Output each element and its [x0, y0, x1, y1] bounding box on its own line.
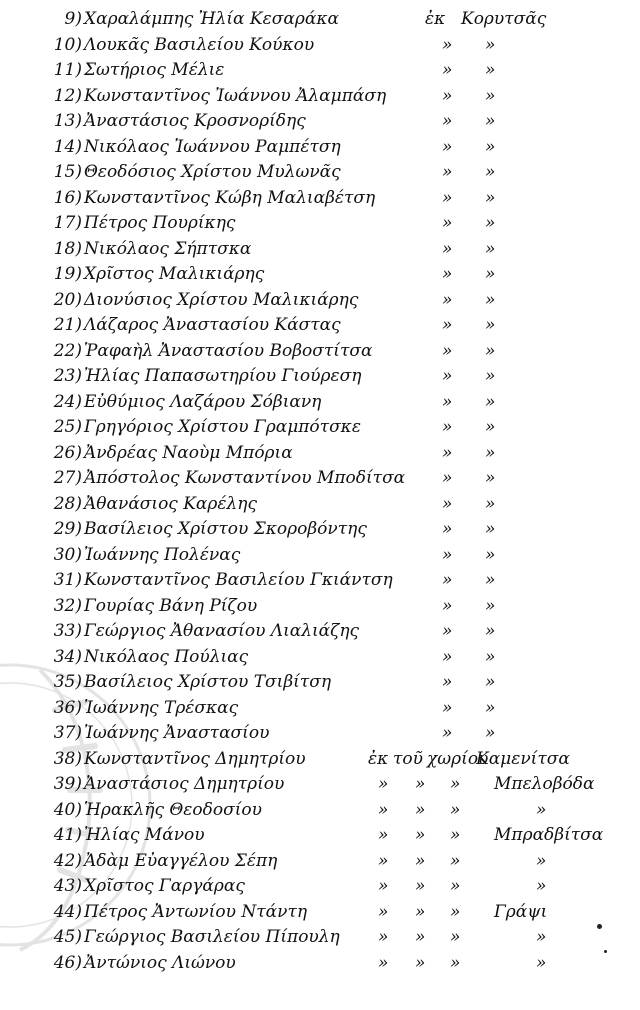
list-item — [0, 211, 640, 237]
ditto-mark: » — [442, 136, 453, 157]
entry-number: 12) — [53, 85, 82, 106]
list-item — [0, 237, 640, 263]
ditto-mark: » — [415, 850, 426, 871]
ditto-mark: » — [442, 366, 453, 386]
ditto-mark: » — [450, 901, 461, 922]
entry-number: 38) — [53, 748, 82, 769]
entry-number: 9) — [64, 9, 82, 29]
ditto-mark: » — [442, 417, 453, 437]
entry-number: 17) — [53, 213, 82, 233]
entry-name: Ἀπόστολος Κωνσταντίνου Μποδίτσα — [84, 468, 406, 488]
list-item — [0, 492, 640, 518]
name-list — [0, 7, 640, 976]
list-item — [0, 364, 640, 390]
entry-name: Λουκᾶς Βασιλείου Κούκου — [84, 34, 315, 55]
list-item — [0, 313, 640, 339]
entry-name: Χρῖστος Μαλικιάρης — [84, 264, 265, 284]
origin-prefix: ἐκ — [368, 748, 389, 769]
entry-name: Λάζαρος Ἀναστασίου Κάστας — [84, 315, 341, 335]
ditto-mark: » — [485, 646, 496, 667]
list-item — [0, 849, 640, 875]
ditto-mark: » — [485, 391, 496, 412]
list-item — [0, 441, 640, 467]
ditto-mark: » — [450, 927, 461, 947]
ditto-mark: » — [485, 366, 496, 386]
entry-place: » — [536, 850, 547, 871]
ditto-mark: » — [485, 187, 496, 208]
ditto-mark: » — [485, 417, 496, 437]
ditto-mark: » — [442, 544, 453, 565]
ditto-mark: » — [485, 264, 496, 284]
entry-number: 37) — [53, 723, 82, 743]
ditto-mark: » — [485, 570, 496, 590]
ditto-mark: » — [485, 289, 496, 310]
list-item — [0, 951, 640, 977]
ditto-mark: » — [450, 850, 461, 871]
list-item — [0, 339, 640, 365]
entry-name: Ἰωάννης Τρέσκας — [84, 697, 239, 718]
ditto-mark: » — [442, 621, 453, 641]
ditto-mark: » — [485, 162, 496, 182]
ditto-mark: » — [442, 238, 453, 259]
list-item — [0, 186, 640, 212]
entry-number: 43) — [53, 876, 82, 896]
ditto-mark: » — [415, 952, 426, 973]
entry-place: Μπελοβόδα — [494, 774, 595, 794]
ditto-mark: » — [485, 111, 496, 131]
ditto-mark: » — [442, 672, 453, 692]
entry-number: 19) — [53, 264, 82, 284]
entry-number: 33) — [53, 621, 82, 641]
entry-number: 10) — [53, 34, 82, 55]
entry-number: 16) — [53, 187, 82, 208]
entry-name: Ἠλίας Παπασωτηρίου Γιούρεση — [84, 366, 362, 386]
list-item — [0, 874, 640, 900]
list-item — [0, 747, 640, 773]
ditto-mark: » — [442, 264, 453, 284]
list-item — [0, 823, 640, 849]
ditto-mark: » — [485, 136, 496, 157]
list-item — [0, 900, 640, 926]
list-item — [0, 415, 640, 441]
entry-number: 39) — [53, 774, 82, 794]
ditto-mark: » — [450, 952, 461, 973]
list-item — [0, 594, 640, 620]
ditto-mark: » — [442, 162, 453, 182]
origin-prefix: ἐκ — [425, 9, 446, 29]
ditto-mark: » — [485, 723, 496, 743]
ditto-mark: » — [415, 901, 426, 922]
entry-name: Ἀδὰμ Εὐαγγέλου Σέπη — [84, 850, 278, 871]
entry-place: Γράψι — [494, 901, 548, 922]
ditto-mark: » — [485, 238, 496, 259]
ditto-mark: » — [442, 289, 453, 310]
ditto-mark: » — [485, 697, 496, 718]
entry-name: Ἀθανάσιος Καρέλης — [84, 493, 258, 514]
ditto-mark: » — [442, 34, 453, 55]
entry-number: 29) — [53, 519, 82, 539]
entry-name: Πέτρος Πουρίκης — [84, 213, 236, 233]
entry-name: Διονύσιος Χρίστου Μαλικιάρης — [84, 289, 359, 310]
ditto-mark: » — [442, 570, 453, 590]
list-item — [0, 696, 640, 722]
list-item — [0, 772, 640, 798]
ditto-mark: » — [442, 493, 453, 514]
entry-name: Γεώργιος Ἀθανασίου Λιαλιάζης — [84, 621, 360, 641]
origin-village: Καμενίτσα — [476, 748, 570, 769]
entry-number: 42) — [53, 850, 82, 871]
ditto-mark: » — [485, 595, 496, 616]
entry-number: 15) — [53, 162, 82, 182]
entry-number: 31) — [53, 570, 82, 590]
entry-number: 21) — [53, 315, 82, 335]
ditto-mark: » — [378, 825, 389, 845]
entry-name: Εὐθύμιος Λαζάρου Σόβιανη — [84, 391, 322, 412]
entry-number: 22) — [53, 340, 82, 361]
list-item — [0, 517, 640, 543]
ink-speck — [597, 924, 602, 929]
entry-name: Νικόλαος Ἰωάννου Ραμπέτση — [84, 136, 341, 157]
list-item — [0, 670, 640, 696]
entry-number: 40) — [53, 799, 82, 820]
entry-place: » — [536, 927, 547, 947]
list-item — [0, 58, 640, 84]
list-item — [0, 7, 640, 33]
list-item — [0, 109, 640, 135]
entry-place: » — [536, 799, 547, 820]
entry-number: 35) — [53, 672, 82, 692]
ditto-mark: » — [485, 493, 496, 514]
entry-number: 11) — [53, 60, 82, 80]
entry-name: Ἀναστάσιος Δημητρίου — [84, 774, 285, 794]
entry-place: Μπραδβίτσα — [494, 825, 604, 845]
ditto-mark: » — [415, 876, 426, 896]
entry-number: 18) — [53, 238, 82, 259]
entry-number: 41) — [53, 825, 82, 845]
ditto-mark: » — [442, 60, 453, 80]
entry-number: 20) — [53, 289, 82, 310]
entry-name: Κωνσταντῖνος Βασιλείου Γκιάντση — [84, 570, 393, 590]
entry-number: 36) — [53, 697, 82, 718]
entry-name: Γουρίας Βάνη Ρίζου — [84, 595, 258, 616]
list-item — [0, 466, 640, 492]
ditto-mark: » — [442, 723, 453, 743]
entry-number: 44) — [53, 901, 82, 922]
ditto-mark: » — [442, 646, 453, 667]
list-item — [0, 262, 640, 288]
ditto-mark: » — [450, 799, 461, 820]
ditto-mark: » — [485, 519, 496, 539]
list-item — [0, 84, 640, 110]
ditto-mark: » — [415, 927, 426, 947]
entry-number: 28) — [53, 493, 82, 514]
list-item — [0, 135, 640, 161]
ditto-mark: » — [485, 468, 496, 488]
entry-name: Ἠλίας Μάνου — [84, 825, 205, 845]
entry-number: 23) — [53, 366, 82, 386]
ditto-mark: » — [485, 34, 496, 55]
ditto-mark: » — [485, 621, 496, 641]
entry-name: Ἀνδρέας Ναοὺμ Μπόρια — [84, 442, 293, 463]
ditto-mark: » — [415, 825, 426, 845]
list-item — [0, 925, 640, 951]
ditto-mark: » — [485, 85, 496, 106]
entry-name: Νικόλαος Σήπτσκα — [84, 238, 252, 259]
list-item — [0, 33, 640, 59]
entry-name: Γρηγόριος Χρίστου Γραμπότσκε — [84, 417, 361, 437]
ditto-mark: » — [442, 340, 453, 361]
entry-number: 26) — [53, 442, 82, 463]
entry-name: Βασίλειος Χρίστου Τσιβίτση — [84, 672, 332, 692]
entry-place: » — [536, 952, 547, 973]
list-item — [0, 288, 640, 314]
entry-name: Κωνσταντῖνος Κώβη Μαλιαβέτση — [84, 187, 376, 208]
ink-speck — [604, 950, 607, 953]
entry-name: Χαραλάμπης Ἠλία Κεσαράκα — [84, 9, 339, 29]
origin-article: τοῦ — [393, 748, 423, 769]
entry-name: Σωτήριος Μέλιε — [84, 60, 225, 80]
entry-name: Ἀναστάσιος Κροσνορίδης — [84, 111, 306, 131]
entry-number: 46) — [53, 952, 82, 973]
ditto-mark: » — [415, 799, 426, 820]
entry-name: Νικόλαος Πούλιας — [84, 646, 249, 667]
ditto-mark: » — [415, 774, 426, 794]
ditto-mark: » — [442, 468, 453, 488]
list-item — [0, 619, 640, 645]
ditto-mark: » — [485, 442, 496, 463]
list-item — [0, 721, 640, 747]
ditto-mark: » — [378, 901, 389, 922]
list-item — [0, 390, 640, 416]
entry-place: » — [536, 876, 547, 896]
ditto-mark: » — [378, 876, 389, 896]
ditto-mark: » — [442, 213, 453, 233]
origin-village-word: χωρίου — [427, 748, 489, 769]
ditto-mark: » — [442, 187, 453, 208]
ditto-mark: » — [485, 213, 496, 233]
ditto-mark: » — [442, 85, 453, 106]
ditto-mark: » — [485, 315, 496, 335]
ditto-mark: » — [442, 315, 453, 335]
ditto-mark: » — [485, 544, 496, 565]
entry-number: 25) — [53, 417, 82, 437]
ditto-mark: » — [450, 876, 461, 896]
entry-name: Κωνσταντῖνος Δημητρίου — [84, 748, 306, 769]
entry-name: Ἡρακλῆς Θεοδοσίου — [84, 799, 262, 820]
entry-number: 13) — [53, 111, 82, 131]
ditto-mark: » — [450, 774, 461, 794]
ditto-mark: » — [378, 952, 389, 973]
ditto-mark: » — [378, 774, 389, 794]
ditto-mark: » — [378, 927, 389, 947]
entry-number: 45) — [53, 927, 82, 947]
ditto-mark: » — [442, 391, 453, 412]
entry-name: Κωνσταντῖνος Ἰωάννου Ἀλαμπάση — [84, 85, 387, 106]
ditto-mark: » — [450, 825, 461, 845]
entry-name: Ἰωάννης Ἀναστασίου — [84, 723, 270, 743]
ditto-mark: » — [378, 799, 389, 820]
ditto-mark: » — [442, 697, 453, 718]
ditto-mark: » — [442, 519, 453, 539]
ditto-mark: » — [485, 60, 496, 80]
list-item — [0, 645, 640, 671]
ditto-mark: » — [442, 595, 453, 616]
list-item — [0, 798, 640, 824]
ditto-mark: » — [485, 340, 496, 361]
entry-name: Θεοδόσιος Χρίστου Μυλωνᾶς — [84, 162, 341, 182]
entry-name: Ἀντώνιος Λιώνου — [84, 952, 236, 973]
entry-number: 32) — [53, 595, 82, 616]
entry-number: 30) — [53, 544, 82, 565]
entry-name: Πέτρος Ἀντωνίου Ντάντη — [84, 901, 308, 922]
entry-name: Ἰωάννης Πολένας — [84, 544, 241, 565]
entry-name: Χρῖστος Γαργάρας — [84, 876, 245, 896]
entry-number: 14) — [53, 136, 82, 157]
list-item — [0, 568, 640, 594]
entry-name: Ῥαφαὴλ Ἀναστασίου Βοβοστίτσα — [84, 340, 373, 361]
ditto-mark: » — [442, 442, 453, 463]
ditto-mark: » — [485, 672, 496, 692]
entry-name: Βασίλειος Χρίστου Σκοροβόντης — [84, 519, 367, 539]
list-item — [0, 160, 640, 186]
entry-number: 24) — [53, 391, 82, 412]
ditto-mark: » — [442, 111, 453, 131]
entry-name: Γεώργιος Βασιλείου Πίπουλη — [84, 927, 340, 947]
entry-number: 34) — [53, 646, 82, 667]
ditto-mark: » — [378, 850, 389, 871]
list-item — [0, 543, 640, 569]
entry-number: 27) — [53, 468, 82, 488]
origin-town: Κορυτσᾶς — [461, 9, 547, 29]
